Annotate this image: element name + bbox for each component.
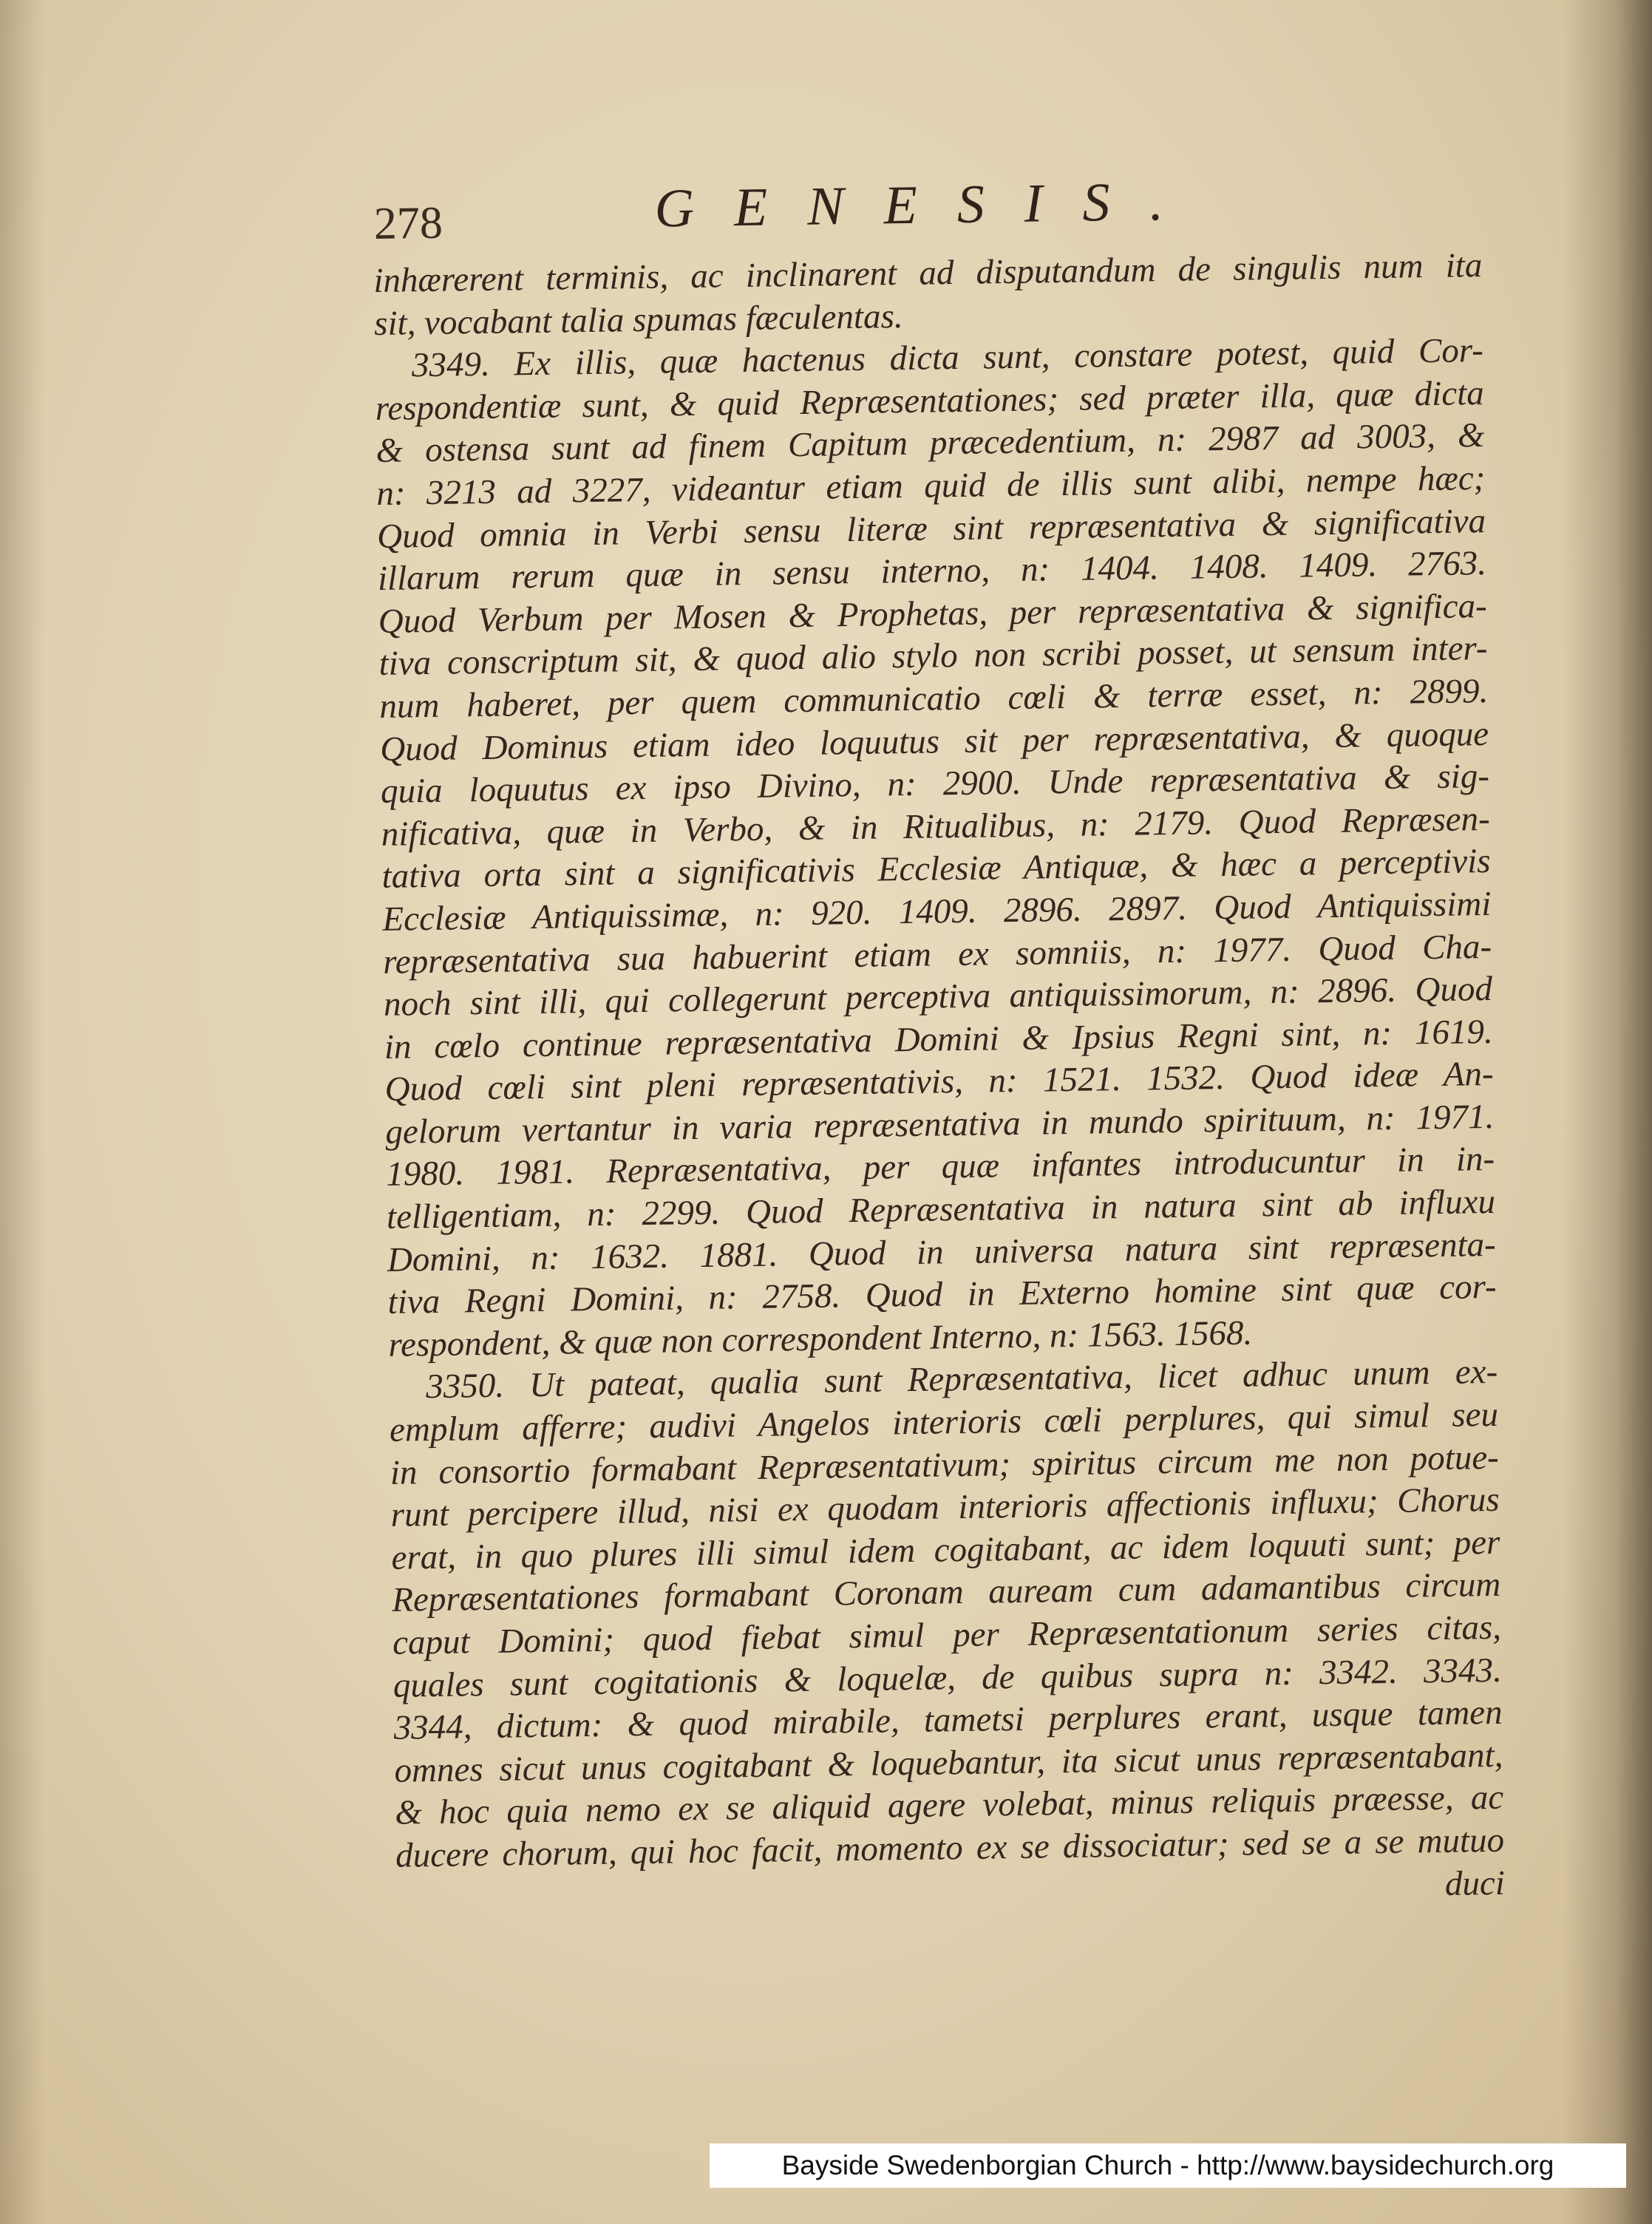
text-line: & ostensa sunt ad finem Capitum præcedentium, n: 2987 ad 3003, & bbox=[375, 416, 1485, 471]
text-line: emplum afferre; audivi Angelos interioris cœli perplures, qui simul seu bbox=[389, 1395, 1499, 1449]
text-line: ducere chorum, qui hoc facit, momento ex se dissociatur; sed se a se mutuo bbox=[395, 1820, 1505, 1875]
text-line: telligentiam, n: 2299. Quod Repræsentativa in natura sint ab influxu bbox=[386, 1182, 1496, 1237]
text-line: runt percipere illud, nisi ex quodam interioris affectionis influxu; Chorus bbox=[390, 1480, 1500, 1535]
text-line: Quod Dominus etiam ideo loquutus sit per repræsentativa, & quoque bbox=[379, 714, 1489, 769]
text-line: in cœlo continue repræsentativa Domini & Ipsius Regni sint, n: 1619. bbox=[384, 1012, 1494, 1067]
text-line: quia loquutus ex ipso Divino, n: 2900. Unde repræsentativa & sig- bbox=[380, 757, 1490, 812]
paragraph-start-3350: 3350. Ut pateat, qualia sunt Repræsentativa, licet adhuc unum ex- bbox=[425, 1353, 1498, 1407]
text-line: & hoc quia nemo ex se aliquid agere volebat, minus reliquis præesse, ac bbox=[394, 1778, 1504, 1833]
text-line: 3344, dictum: & quod mirabile, tametsi perplures erant, usque tamen bbox=[393, 1693, 1503, 1747]
text-line: tativa orta sint a significativis Ecclesiæ Antiquæ, & hæc a perceptivis bbox=[381, 842, 1491, 897]
text-line: erat, in quo plures illi simul idem cogitabant, ac idem loquuti sunt; per bbox=[391, 1523, 1500, 1577]
text-line: nificativa, quæ in Verbo, & in Ritualibus, n: 2179. Quod Repræsen- bbox=[381, 799, 1491, 854]
text-line: Quod omnia in Verbi sensu literæ sint repræsentativa & significativa bbox=[376, 501, 1486, 556]
text-line: sit, vocabant talia spumas fæculentas. bbox=[373, 296, 903, 343]
catchword: duci bbox=[1444, 1863, 1506, 1903]
watermark-banner: Bayside Swedenborgian Church - http://www.baysidechurch.org bbox=[710, 2143, 1626, 2188]
text-line: 1980. 1981. Repræsentativa, per quæ infantes introducuntur in in- bbox=[385, 1140, 1495, 1194]
text-line: inhærerent terminis, ac inclinarent ad disputandum de singulis num ita bbox=[373, 246, 1483, 300]
text-line: Ecclesiæ Antiquissimæ, n: 920. 1409. 2896. 2897. Quod Antiquissimi bbox=[382, 884, 1492, 939]
text-line: illarum rerum quæ in sensu interno, n: 1404. 1408. 1409. 2763. bbox=[377, 544, 1487, 599]
text-line: tiva conscriptum sit, & quod alio stylo non scribi posset, ut sensum inter- bbox=[378, 629, 1488, 684]
running-head: GENESIS. bbox=[654, 171, 1204, 239]
text-line: quales sunt cogitationis & loquelæ, de quibus supra n: 3342. 3343. bbox=[392, 1650, 1503, 1705]
paragraph-start-3349: 3349. Ex illis, quæ hactenus dicta sunt, constare potest, quid Cor- bbox=[411, 331, 1484, 385]
text-line: Quod cœli sint pleni repræsentativis, n: 1521. 1532. Quod ideæ An- bbox=[384, 1055, 1494, 1109]
spine-shadow bbox=[1563, 0, 1652, 2224]
text-line: noch sint illi, qui collegerunt perceptiva antiquissimorum, n: 2896. Quod bbox=[383, 970, 1493, 1024]
body-text bbox=[373, 245, 1505, 1920]
text-line: respondentiæ sunt, & quid Repræsentationes; sed præter illa, quæ dicta bbox=[375, 373, 1485, 428]
text-line: caput Domini; quod fiebat simul per Repræsentationum series citas, bbox=[392, 1608, 1502, 1662]
text-line: num haberet, per quem communicatio cœli & terræ esset, n: 2899. bbox=[379, 671, 1489, 726]
text-line: omnes sicut unus cogitabant & loquebantur, ita sicut unus repræsentabant, bbox=[394, 1735, 1503, 1790]
text-line: repræsentativa sua habuerint etiam ex somniis, n: 1977. Quod Cha- bbox=[382, 927, 1492, 982]
text-line: gelorum vertantur in varia repræsentativa in mundo spirituum, n: 1971. bbox=[385, 1097, 1495, 1152]
text-line: in consortio formabant Repræsentativum; spiritus circum me non potue- bbox=[390, 1438, 1500, 1492]
text-line: respondent, & quæ non correspondent Interno, n: 1563. 1568. bbox=[388, 1313, 1253, 1364]
text-line: tiva Regni Domini, n: 2758. Quod in Externo homine sint quæ cor- bbox=[387, 1268, 1497, 1322]
page-header bbox=[373, 160, 1483, 257]
text-line: Quod Verbum per Mosen & Prophetas, per repræsentativa & significa- bbox=[378, 586, 1488, 641]
text-line: Domini, n: 1632. 1881. Quod in universa natura sint repræsenta- bbox=[387, 1225, 1497, 1279]
page-number: 278 bbox=[373, 197, 443, 249]
text-line: Repræsentationes formabant Coronam auream cum adamantibus circum bbox=[391, 1565, 1501, 1620]
page-edge-shadow bbox=[0, 0, 44, 2224]
text-line: n: 3213 ad 3227, videantur etiam quid de illis sunt alibi, nempe hæc; bbox=[376, 458, 1486, 513]
